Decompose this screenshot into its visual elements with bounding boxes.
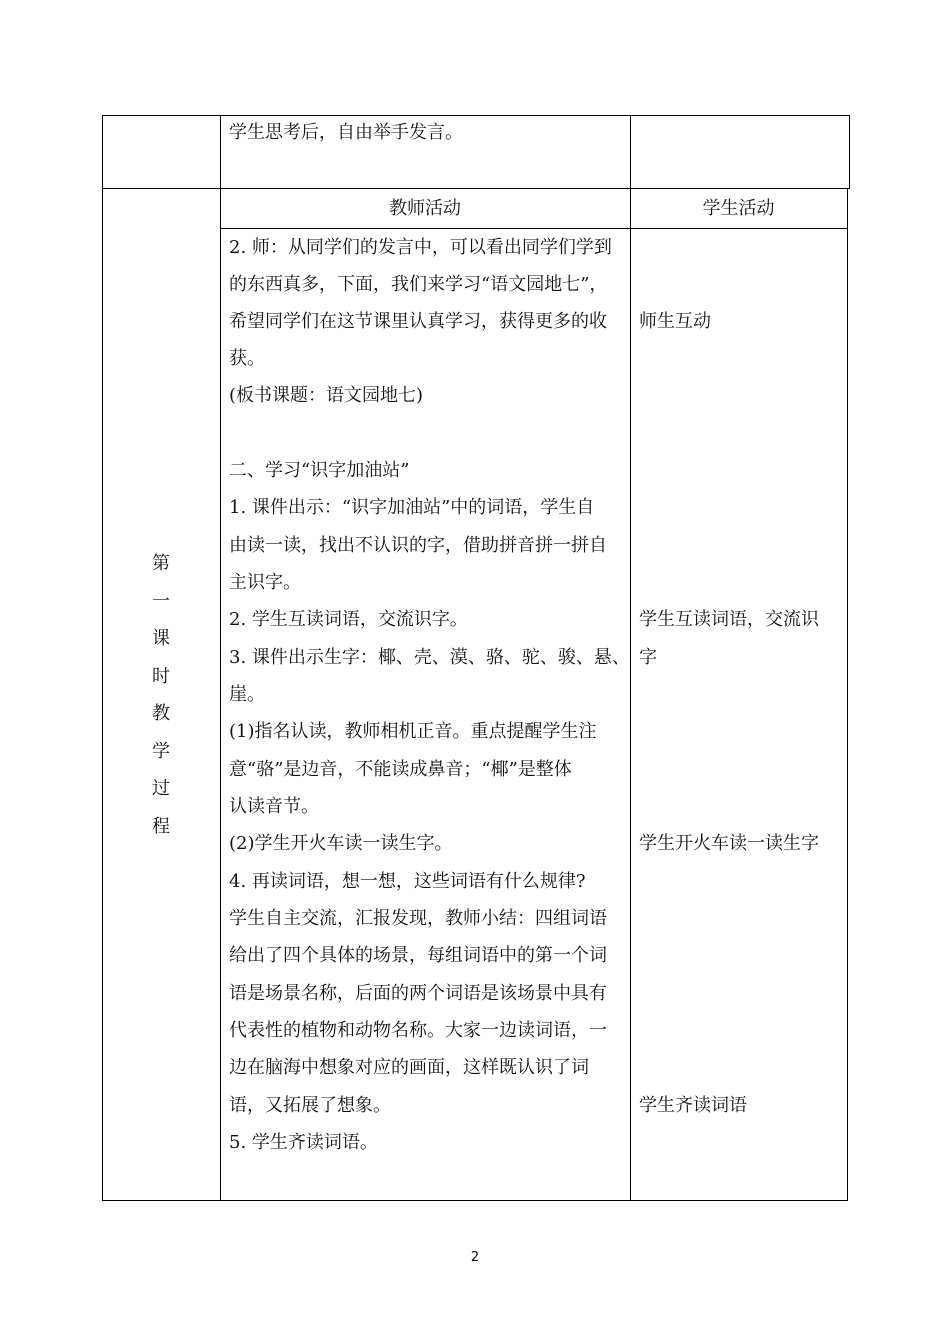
table-right-border [847,188,848,1201]
teacher-line: 5. 学生齐读词语。 [229,1132,378,1153]
teacher-line: 由读一读，找出不认识的字，借助拼音拼一拼自 [229,535,607,556]
teacher-line: 2. 学生互读词语，交流识字。 [229,609,468,630]
top-row-teacher-text: 学生思考后，自由举手发言。 [229,122,463,143]
teacher-line: 主识字。 [229,572,301,593]
student-note-read-words: 字 [639,647,657,668]
teacher-line: 2. 师：从同学们的发言中，可以看出同学们学到 [229,237,612,258]
teacher-line: 的东西真多，下面，我们来学习“语文园地七”， [229,274,608,295]
teacher-line: 二、学习“识字加油站” [229,460,410,481]
table-bottom-border [102,1200,848,1201]
teacher-line: 代表性的植物和动物名称。大家一边读词语，一 [229,1020,607,1041]
teacher-line: 边在脑海中想象对应的画面，这样既认识了词 [229,1057,589,1078]
side-label-char: 时 [152,665,170,687]
teacher-line: 认读音节。 [229,796,319,817]
student-note-train-read: 学生开火车读一读生字 [639,833,819,854]
side-label-char: 教 [152,703,170,724]
side-label-lesson-process [102,545,220,845]
page-number: 2 [470,1250,480,1265]
student-note-interaction: 师生互动 [639,311,711,332]
side-label-char: 课 [152,628,170,649]
teacher-line: 崖。 [229,684,265,705]
teacher-line: 语是场景名称，后面的两个词语是该场景中具有 [229,983,607,1004]
row-divider [102,188,850,189]
teacher-line: 3. 课件出示生字：椰、壳、漠、骆、驼、骏、悬、 [229,647,630,668]
teacher-line: (2)学生开火车读一读生字。 [229,833,453,854]
side-label-char: 学 [152,740,170,762]
column-divider-2 [630,115,631,1201]
column-divider-1 [220,115,221,1201]
teacher-line: 意“骆”是边音，不能读成鼻音；“椰”是整体 [229,759,572,780]
header-teacher-activity: 教师活动 [389,198,461,219]
student-note-read-words: 学生互读词语，交流识 [639,609,819,630]
side-label-char: 第 [152,553,170,574]
teacher-line: 4. 再读词语，想一想，这些词语有什么规律? [229,871,586,892]
teacher-line: 获。 [229,348,265,369]
table-top-border [102,115,850,116]
teacher-line: 1. 课件出示：“识字加油站”中的词语，学生自 [229,497,595,518]
side-label-char: 一 [152,590,170,612]
teacher-line: 学生自主交流，汇报发现，教师小结：四组词语 [229,908,607,929]
table-right-border-top [849,115,850,189]
teacher-line: 语，又拓展了想象。 [229,1095,391,1116]
student-note-read-together: 学生齐读词语 [639,1095,747,1116]
side-label-char: 程 [152,815,170,837]
teacher-line: (1)指名认读，教师相机正音。重点提醒学生注 [229,721,597,742]
header-student-activity: 学生活动 [702,198,775,219]
teacher-line: 希望同学们在这节课里认真学习，获得更多的收 [229,311,607,332]
teacher-line: 给出了四个具体的场景，每组词语中的第一个词 [229,945,607,966]
side-label-char: 过 [152,778,170,799]
teacher-line: (板书课题：语文园地七) [229,385,424,406]
